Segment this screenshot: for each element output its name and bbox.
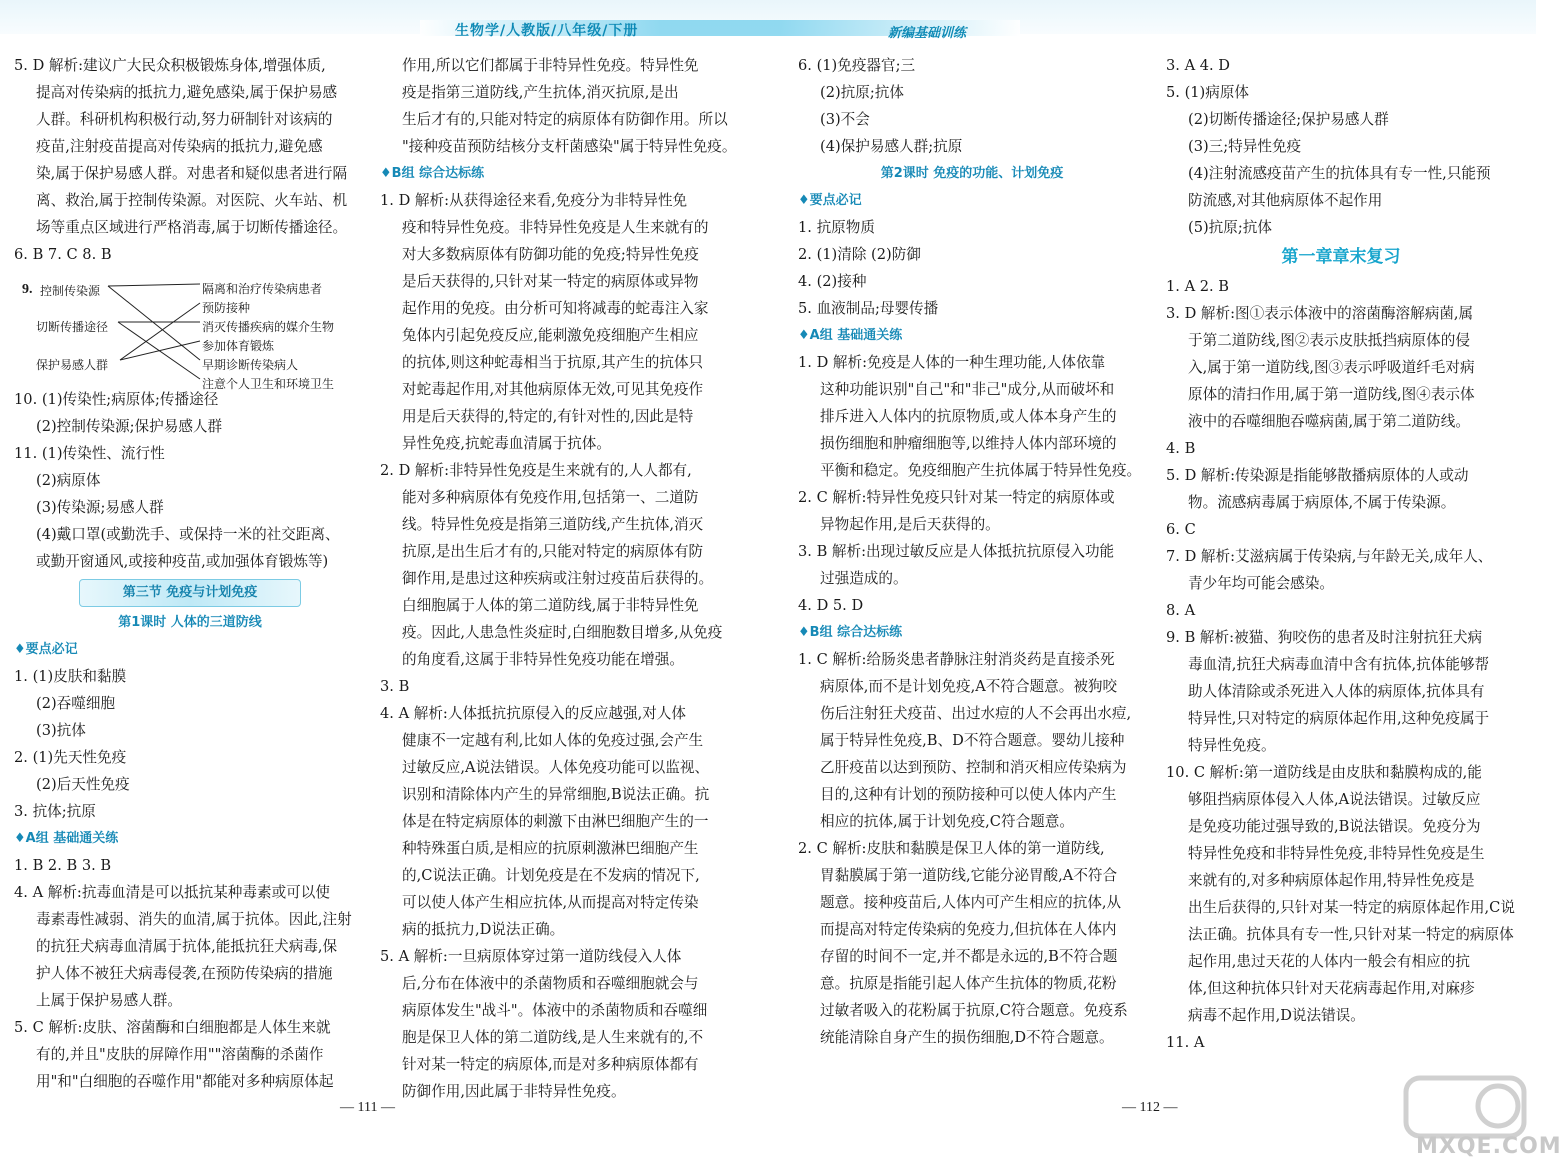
text-line: 助人体清除或杀死进入人体的病原体,抗体具有 [1188, 683, 1485, 700]
text-line: 4. A 解析:抗毒血清是可以抵抗某种毒素或可以使 [14, 884, 330, 901]
q9-right-2: 消灭传播疾病的媒介生物 [202, 320, 335, 334]
text-line: 对大多数病原体有防御功能的免疫;特异性免疫 [402, 246, 699, 263]
text-line: 或勤开窗通风,或接种疫苗,或加强体育锻炼等) [36, 553, 329, 570]
q9-right-0: 隔离和治疗传染病患者 [202, 282, 323, 296]
text-line: 于第二道防线,图②表示皮肤抵挡病原体的侵 [1188, 332, 1470, 349]
text-line: 原体的清扫作用,属于第一道防线,图④表示体 [1188, 386, 1475, 403]
q9-matching-diagram [14, 268, 366, 391]
text-line: 1. A 2. B [1166, 278, 1230, 295]
text-line: 3. B [380, 678, 410, 695]
text-line: 11. A [1166, 1034, 1205, 1051]
page-number-left: — 111 — [340, 1100, 395, 1115]
text-line: 御作用,是患过这种疾病或注射过疫苗后获得的。 [402, 570, 714, 587]
text-line: "接种疫苗预防结核分支杆菌感染"属于特异性免疫。 [402, 138, 737, 155]
header-brand: 新编基础训练 [888, 26, 967, 41]
text-line: 2. (1)清除 (2)防御 [798, 246, 921, 263]
section-heading: ♦A组 基础通关练 [14, 831, 119, 846]
text-line: (5)抗原;抗体 [1188, 219, 1272, 236]
text-line: 提高对传染病的抵抗力,避免感染,属于保护易感 [36, 84, 338, 101]
q9-left-2: 保护易感人群 [36, 358, 109, 372]
text-line: 存留的时间不一定,并不都是永远的,B不符合题 [820, 948, 1118, 965]
text-line: 2. C 解析:皮肤和黏膜是保卫人体的第一道防线, [798, 840, 1105, 857]
text-line: 平衡和稳定。免疫细胞产生抗体属于特异性免疫。 [820, 462, 1142, 479]
text-line: 2. D 解析:非特异性免疫是生来就有的,人人都有, [380, 462, 692, 479]
watermark-text: MXQE.COM [1416, 1134, 1562, 1159]
col3-block-b [798, 187, 1146, 1051]
text-line: 的抗狂犬病毒血清属于抗体,能抵抗狂犬病毒,保 [36, 938, 338, 955]
header-title: 生物学/人教版/八年级/下册 [455, 23, 639, 39]
section-banner: 第三节 免疫与计划免疫 [79, 579, 301, 607]
text-line: 异物起作用,是后天获得的。 [820, 516, 1000, 533]
q9-right-1: 预防接种 [202, 301, 251, 315]
text-line: 异性免疫,抗蛇毒血清属于抗体。 [402, 435, 611, 452]
column-1 [14, 52, 366, 1095]
column-2 [380, 52, 737, 1105]
text-line: 毒素毒性减弱、消失的血清,属于抗体。因此,注射 [36, 911, 352, 928]
text-line: 伤后注射狂犬疫苗、出过水痘的人不会再出水痘, [820, 705, 1132, 722]
text-line: 护人体不被狂犬病毒侵袭,在预防传染病的措施 [36, 965, 333, 982]
text-line: 场等重点区域进行严格消毒,属于切断传播途径。 [36, 219, 348, 236]
text-line: 10. (1)传染性;病原体;传播途径 [14, 391, 219, 408]
text-line: 用"和"白细胞的吞噬作用"都能对多种病原体起 [36, 1073, 334, 1090]
text-line: (4)戴口罩(或勤洗手、或保持一米的社交距离、 [36, 526, 340, 543]
text-line: (2)抗原;抗体 [820, 84, 904, 101]
text-line: 人群。科研机构积极行动,努力研制针对该病的 [36, 111, 333, 128]
text-line: (3)不会 [820, 111, 870, 128]
text-line: 作用,所以它们都属于非特异性免疫。特异性免 [402, 57, 699, 74]
text-line: 起作用的免疫。由分析可知将减毒的蛇毒注入家 [402, 300, 709, 317]
text-line: 的抗体,则这种蛇毒相当于抗原,其产生的抗体只 [402, 354, 704, 371]
text-line: 线。特异性免疫是指第三道防线,产生抗体,消灭 [402, 516, 704, 533]
text-line: 病的抵抗力,D说法正确。 [402, 921, 565, 938]
q9-right-3: 参加体育锻炼 [202, 339, 275, 353]
text-line: 1. C 解析:给肠炎患者静脉注射消炎药是直接杀死 [798, 651, 1115, 668]
text-line: 属于特异性免疫,B、D不符合题意。婴幼儿接种 [820, 732, 1125, 749]
text-line: 意。抗原是指能引起人体产生抗体的物质,花粉 [820, 975, 1117, 992]
text-line: 4. A 解析:人体抵抗抗原侵入的反应越强,对人体 [380, 705, 686, 722]
text-line: 体,但这种抗体只针对天花病毒起作用,对麻疹 [1188, 980, 1475, 997]
col3-block-a [798, 52, 1146, 160]
text-line: 识别和清除体内产生的异常细胞,B说法正确。抗 [402, 786, 710, 803]
text-line: (2)控制传染源;保护易感人群 [36, 418, 223, 435]
text-line: 胃黏膜属于第一道防线,它能分泌胃酸,A不符合 [820, 867, 1118, 884]
text-line: 过敏者吸入的花粉属于抗原,C符合题意。免疫系 [820, 1002, 1128, 1019]
text-line: 5. (1)病原体 [1166, 84, 1250, 101]
text-line: 3. 抗体;抗原 [14, 803, 96, 820]
text-line: 3. D 解析:图①表示体液中的溶菌酶溶解病菌,属 [1166, 305, 1474, 322]
col2-block [380, 52, 737, 1105]
text-line: 疫是指第三道防线,产生抗体,消灭抗原,是出 [402, 84, 679, 101]
text-line: (2)病原体 [36, 472, 101, 489]
text-line: 5. A 解析:一旦病原体穿过第一道防线侵入人体 [380, 948, 682, 965]
text-line: (3)抗体 [36, 722, 86, 739]
text-line: 6. (1)免疫器官;三 [798, 57, 916, 74]
text-line: 疫苗,注射疫苗提高对传染病的抵抗力,避免感 [36, 138, 323, 155]
text-line: (3)传染源;易感人群 [36, 499, 164, 516]
text-line: (4)注射流感疫苗产生的抗体具有专一性,只能预 [1188, 165, 1491, 182]
text-line: 过敏反应,A说法错误。人体免疫功能可以监视、 [402, 759, 710, 776]
text-line: 损伤细胞和肿瘤细胞等,以维持人体内部环境的 [820, 435, 1117, 452]
text-line: 体是在特定病原体的刺激下由淋巴细胞产生的一 [402, 813, 709, 830]
text-line: 青少年均可能会感染。 [1188, 575, 1334, 592]
text-line: 排斥进入人体内的抗原物质,或人体本身产生的 [820, 408, 1117, 425]
text-line: 白细胞属于人体的第二道防线,属于非特异性免 [402, 597, 699, 614]
text-line: 乙肝疫苗以达到预防、控制和消灭相应传染病为 [820, 759, 1127, 776]
text-line: (2)后天性免疫 [36, 776, 130, 793]
text-line: 出生后获得的,只针对某一特定的病原体起作用,C说 [1188, 899, 1515, 916]
col1-block-c [14, 636, 366, 1095]
text-line: (2)切断传播途径;保护易感人群 [1188, 111, 1389, 128]
text-line: 10. C 解析:第一道防线是由皮肤和黏膜构成的,能 [1166, 764, 1482, 781]
text-line: 健康不一定越有利,比如人体的免疫过强,会产生 [402, 732, 704, 749]
text-line: 6. B 7. C 8. B [14, 246, 112, 263]
text-line: 离、救治,属于控制传染源。对医院、火车站、机 [36, 192, 348, 209]
text-line: 特异性,只对特定的病原体起作用,这种免疫属于 [1188, 710, 1490, 727]
col1-block-a [14, 52, 366, 268]
text-line: 3. B 解析:出现过敏反应是人体抵抗抗原侵入功能 [798, 543, 1115, 560]
q9-right-4: 早期诊断传染病人 [202, 358, 299, 372]
text-line: 病原体发生"战斗"。体液中的杀菌物质和吞噬细 [402, 1002, 708, 1019]
text-line: 起作用,患过天花的人体内一般会有相应的抗 [1188, 953, 1470, 970]
section-heading: ♦要点必记 [14, 642, 78, 657]
text-line: 1. (1)皮肤和黏膜 [14, 668, 127, 685]
text-line: 7. D 解析:艾滋病属于传染病,与年龄无关,成年人、 [1166, 548, 1493, 565]
text-line: 对蛇毒起作用,对其他病原体无效,可见其免疫作 [402, 381, 704, 398]
text-line: 6. C [1166, 521, 1196, 538]
text-line: 特异性免疫和非特异性免疫,非特异性免疫是生 [1188, 845, 1485, 862]
text-line: 1. D 解析:从获得途径来看,免疫分为非特异性免 [380, 192, 688, 209]
text-line: 可以使人体产生相应抗体,从而提高对特定传染 [402, 894, 699, 911]
text-line: (4)保护易感人群;抗原 [820, 138, 963, 155]
text-line: 相应的抗体,属于计划免疫,C符合题意。 [820, 813, 1074, 830]
text-line: 11. (1)传染性、流行性 [14, 445, 165, 462]
text-line: 够阻挡病原体侵入人体,A说法错误。过敏反应 [1188, 791, 1481, 808]
text-line: 疫。因此,人患急性炎症时,白细胞数目增多,从免疫 [402, 624, 723, 641]
column-4 [1166, 52, 1516, 1056]
text-line: 来就有的,对多种病原体起作用,特异性免疫是 [1188, 872, 1475, 889]
text-line: 题意。接种疫苗后,人体内可产生相应的抗体,从 [820, 894, 1122, 911]
q9-left-1: 切断传播途径 [36, 320, 109, 334]
text-line: 病原体,而不是计划免疫,A不符合题意。被狗咬 [820, 678, 1118, 695]
q9-connector-lines [14, 268, 366, 386]
text-line: 针对某一特定的病原体,而是对多种病原体都有 [402, 1056, 699, 1073]
text-line: 病毒不起作用,D说法错误。 [1188, 1007, 1365, 1024]
text-line: 2. C 解析:特异性免疫只针对某一特定的病原体或 [798, 489, 1115, 506]
text-line: 1. D 解析:免疫是人体的一种生理功能,人体依靠 [798, 354, 1106, 371]
lesson1-title: 第1课时 人体的三道防线 [118, 615, 262, 630]
text-line: 液中的吞噬细胞吞噬病菌,属于第二道防线。 [1188, 413, 1470, 430]
text-line: 这种功能识别"自己"和"非己"成分,从而破坏和 [820, 381, 1115, 398]
col4-block-b [1166, 273, 1516, 1056]
text-line: (3)三;特异性免疫 [1188, 138, 1302, 155]
column-3 [798, 52, 1146, 1051]
q9-left-0: 控制传染源 [40, 284, 101, 298]
text-line: 5. 血液制品;母婴传播 [798, 300, 939, 317]
text-line: 的,C说法正确。计划免疫是在不发病的情况下, [402, 867, 700, 884]
text-line: 1. 抗原物质 [798, 219, 875, 236]
text-line: 兔体内引起免疫反应,能刺激免疫细胞产生相应 [402, 327, 699, 344]
text-line: 是免疫功能过强导致的,B说法错误。免疫分为 [1188, 818, 1481, 835]
text-line: 特异性免疫。 [1188, 737, 1276, 754]
text-line: 而提高对特定传染病的免疫力,但抗体在人体内 [820, 921, 1117, 938]
text-line: 5. D 解析:传染源是指能够散播病原体的人或动 [1166, 467, 1469, 484]
text-line: 8. A [1166, 602, 1196, 619]
lesson2-title: 第2课时 免疫的功能、计划免疫 [880, 166, 1064, 181]
text-line: 能对多种病原体有免疫作用,包括第一、二道防 [402, 489, 699, 506]
text-line: 5. C 解析:皮肤、溶菌酶和白细胞都是人体生来就 [14, 1019, 331, 1036]
col4-block-a [1166, 52, 1516, 241]
col1-block-b [14, 386, 366, 575]
text-line: 目的,这种有计划的预防接种可以使人体内产生 [820, 786, 1117, 803]
text-line: 9. B 解析:被猫、狗咬伤的患者及时注射抗狂犬病 [1166, 629, 1483, 646]
text-line: 胞是保卫人体的第二道防线,是人生来就有的,不 [402, 1029, 704, 1046]
text-line: 防御作用,因此属于非特异性免疫。 [402, 1083, 626, 1100]
section-heading: ♦要点必记 [798, 193, 862, 208]
q9-right-5: 注意个人卫生和环境卫生 [202, 377, 335, 391]
text-line: (2)吞噬细胞 [36, 695, 116, 712]
text-line: 防流感,对其他病原体不起作用 [1188, 192, 1383, 209]
text-line: 抗原,是出生后才有的,只能对特定的病原体有防 [402, 543, 704, 560]
text-line: 种特殊蛋白质,是相应的抗原刺激淋巴细胞产生 [402, 840, 699, 857]
text-line: 入,属于第一道防线,图③表示呼吸道纤毛对病 [1188, 359, 1475, 376]
section-heading: ♦A组 基础通关练 [798, 328, 903, 343]
text-line: 上属于保护易感人群。 [36, 992, 182, 1009]
text-line: 过强造成的。 [820, 570, 908, 587]
q9-number: 9. [22, 282, 33, 297]
section-heading: ♦B组 综合达标练 [380, 166, 485, 181]
text-line: 用是后天获得的,特定的,有针对性的,因此是特 [402, 408, 694, 425]
page-number-right: — 112 — [1122, 1100, 1178, 1115]
text-line: 4. B [1166, 440, 1196, 457]
text-line: 4. (2)接种 [798, 273, 867, 290]
text-line: 物。流感病毒属于病原体,不属于传染源。 [1188, 494, 1456, 511]
section-heading: ♦B组 综合达标练 [798, 625, 903, 640]
text-line: 生后才有的,只能对特定的病原体有防御作用。所以 [402, 111, 728, 128]
text-line: 疫和特异性免疫。非特异性免疫是人生来就有的 [402, 219, 709, 236]
text-line: 的角度看,这属于非特异性免疫功能在增强。 [402, 651, 684, 668]
text-line: 2. (1)先天性免疫 [14, 749, 127, 766]
text-line: 后,分布在体液中的杀菌物质和吞噬细胞就会与 [402, 975, 699, 992]
text-line: 毒血清,抗狂犬病毒血清中含有抗体,抗体能够帮 [1188, 656, 1490, 673]
chapter-review-title: 第一章章末复习 [1281, 247, 1401, 267]
text-line: 3. A 4. D [1166, 57, 1231, 74]
text-line: 有的,并且"皮肤的屏障作用""溶菌酶的杀菌作 [36, 1046, 324, 1063]
text-line: 1. B 2. B 3. B [14, 857, 112, 874]
text-line: 法正确。抗体具有专一性,只针对某一特定的病原体 [1188, 926, 1514, 943]
text-line: 是后天获得的,只针对某一特定的病原体或异物 [402, 273, 699, 290]
text-line: 染,属于保护易感人群。对患者和疑似患者进行隔 [36, 165, 348, 182]
text-line: 4. D 5. D [798, 597, 864, 614]
text-line: 5. D 解析:建议广大民众积极锻炼身体,增强体质, [14, 57, 326, 74]
text-line: 统能清除自身产生的损伤细胞,D不符合题意。 [820, 1029, 1114, 1046]
